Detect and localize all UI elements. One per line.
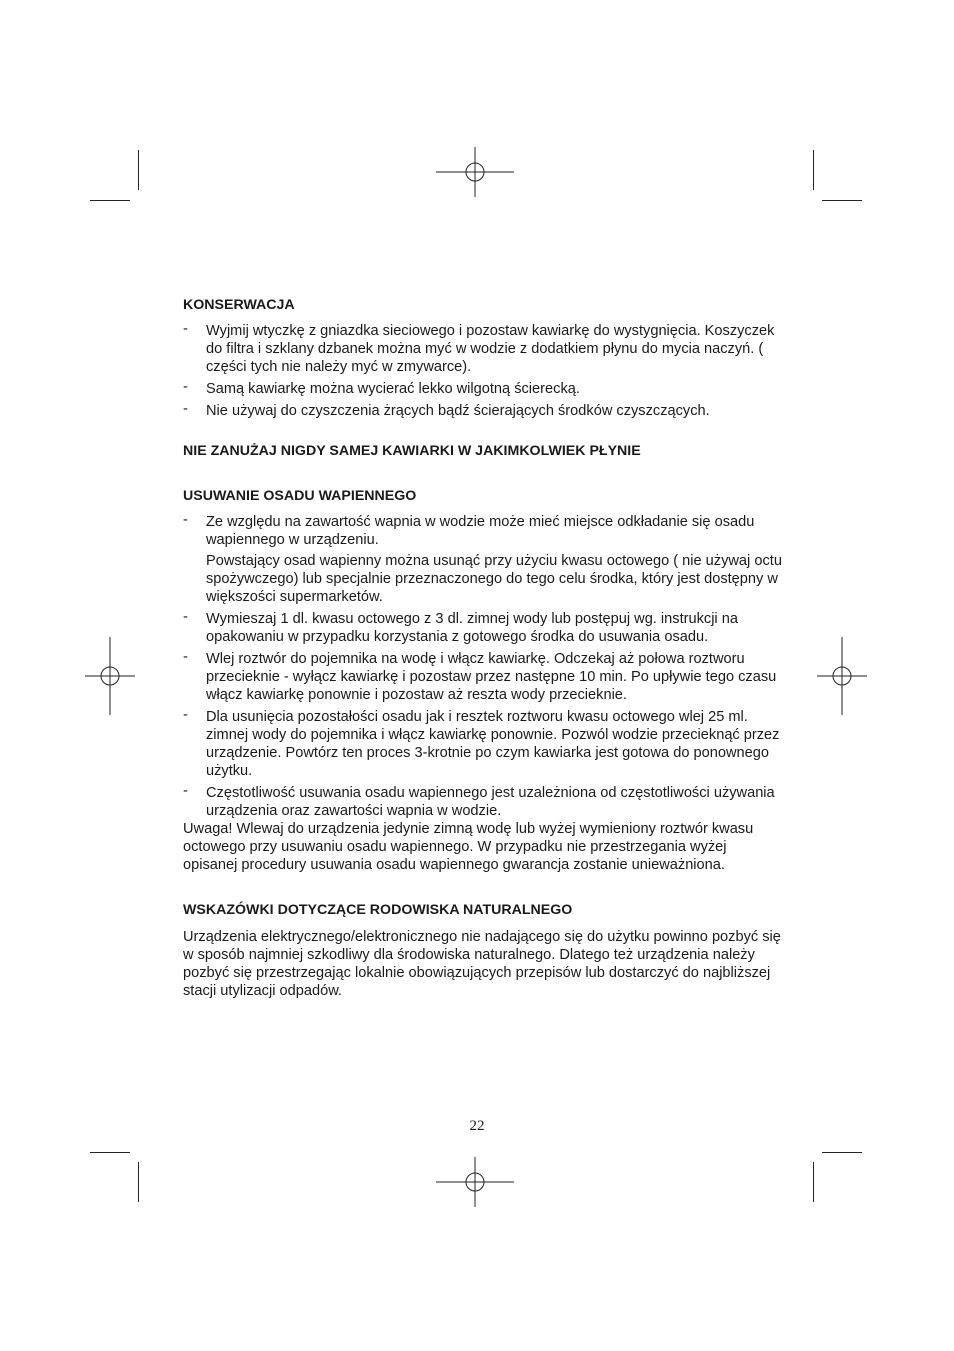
list-item [183, 610, 783, 646]
list-dash: - [183, 707, 188, 723]
list-item [183, 380, 783, 398]
crop-mark [813, 150, 814, 190]
section-heading-usuwanie: USUWANIE OSADU WAPIENNEGO [183, 488, 417, 504]
list-dash: - [183, 321, 188, 337]
section-heading-srodowisko: WSKAZÓWKI DOTYCZĄCE RODOWISKA NATURALNEGO [183, 902, 573, 918]
list-dash: - [183, 609, 188, 625]
registration-mark-icon [436, 1143, 514, 1221]
crop-mark [822, 1152, 862, 1153]
manual-page-content [183, 296, 783, 1000]
list-item-text: Wlej roztwór do pojemnika na wodę i włącz kawiarkę. Odczekaj aż połowa roztworu przecieknie - wyłącz kawiarkę i pozostaw przez następne 10 min. Po upływie tego czasu włącz kawiarkę ponownie i pozostaw aż reszta wody przecieknie. [206, 651, 777, 703]
list-item-text: Nie używaj do czyszczenia żrących bądź ścierających środków czyszczących. [206, 403, 710, 419]
list-dash: - [183, 512, 188, 528]
list-dash: - [183, 783, 188, 799]
registration-mark-icon [803, 637, 881, 715]
list-dash: - [183, 649, 188, 665]
crop-mark [90, 200, 130, 201]
list-item-text: Ze względu na zawartość wapnia w wodzie może mieć miejsce odkładanie się osadu wapiennego w urządzeniu. [206, 514, 755, 548]
crop-mark [822, 200, 862, 201]
page-number: 22 [469, 1118, 485, 1134]
list-item-text: Wymieszaj 1 dl. kwasu octowego z 3 dl. zimnej wody lub postępuj wg. instrukcji na opakowaniu w przypadku korzystania z gotowego środka do usuwania osadu. [206, 611, 738, 645]
registration-mark-icon [436, 133, 514, 211]
registration-mark-icon [71, 637, 149, 715]
crop-mark [138, 150, 139, 190]
list-dash: - [183, 379, 188, 395]
list-item-text: Częstotliwość usuwania osadu wapiennego jest uzależniona od częstotliwości używania urządzenia oraz zawartości wapnia w wodzie. [206, 785, 775, 819]
crop-mark [138, 1162, 139, 1202]
crop-mark [813, 1162, 814, 1202]
section-heading-konserwacja: KONSERWACJA [183, 297, 295, 313]
environment-paragraph: Urządzenia elektrycznego/elektronicznego nie nadającego się do użytku powinno pozbyć się w sposób najmniej szkodliwy dla środowiska naturalnego. Dlatego też urządzenia należy pozbyć się przestrzegając lokalnie obowiązujących przepisów lub dostarczyć do najbliższej stacji utylizacji odpadów. [183, 929, 781, 999]
list-item-text: Samą kawiarkę można wycierać lekko wilgotną ścierecką. [206, 381, 580, 397]
list-item-text: Wyjmij wtyczkę z gniazdka sieciowego i pozostaw kawiarkę do wystygnięcia. Koszyczek do filtra i szklany dzbanek można myć w wodzie z dodatkiem płynu do mycia naczyń. ( części tych nie należy myć w zmywarce). [206, 323, 775, 375]
list-item-text: Dla usunięcia pozostałości osadu jak i resztek roztworu kwasu octowego wlej 25 ml. zimnej wody do pojemnika i włącz kawiarkę ponownie. Pozwól wodzie przecieknąć przez urządzenie. Powtórz ten proces 3-krotnie po czym kawiarka jest gotowa do ponownego użytku. [206, 709, 780, 779]
crop-mark [90, 1152, 130, 1153]
list-item [183, 322, 783, 376]
list-item [183, 402, 783, 420]
warning-note: Uwaga! Wlewaj do urządzenia jedynie zimną wodę lub wyżej wymieniony roztwór kwasu octowego przy usuwaniu osadu wapiennego. W przypadku nie przestrzegania wyżej opisanej procedury usuwania osadu wapiennego gwarancja zostanie unieważniona. [183, 821, 754, 873]
list-item [183, 708, 783, 780]
list-item-text: Powstający osad wapienny można usunąć przy użyciu kwasu octowego ( nie używaj octu spożywczego) lub specjalnie przeznaczonego do tego celu środka, który jest dostępny w większości supermarketów. [206, 553, 782, 605]
list-item [183, 513, 783, 606]
warning-heading: NIE ZANUŻAJ NIGDY SAMEJ KAWIARKI W JAKIMKOLWIEK PŁYNIE [183, 443, 641, 459]
list-item [183, 784, 783, 820]
list-dash: - [183, 401, 188, 417]
list-item [183, 650, 783, 704]
